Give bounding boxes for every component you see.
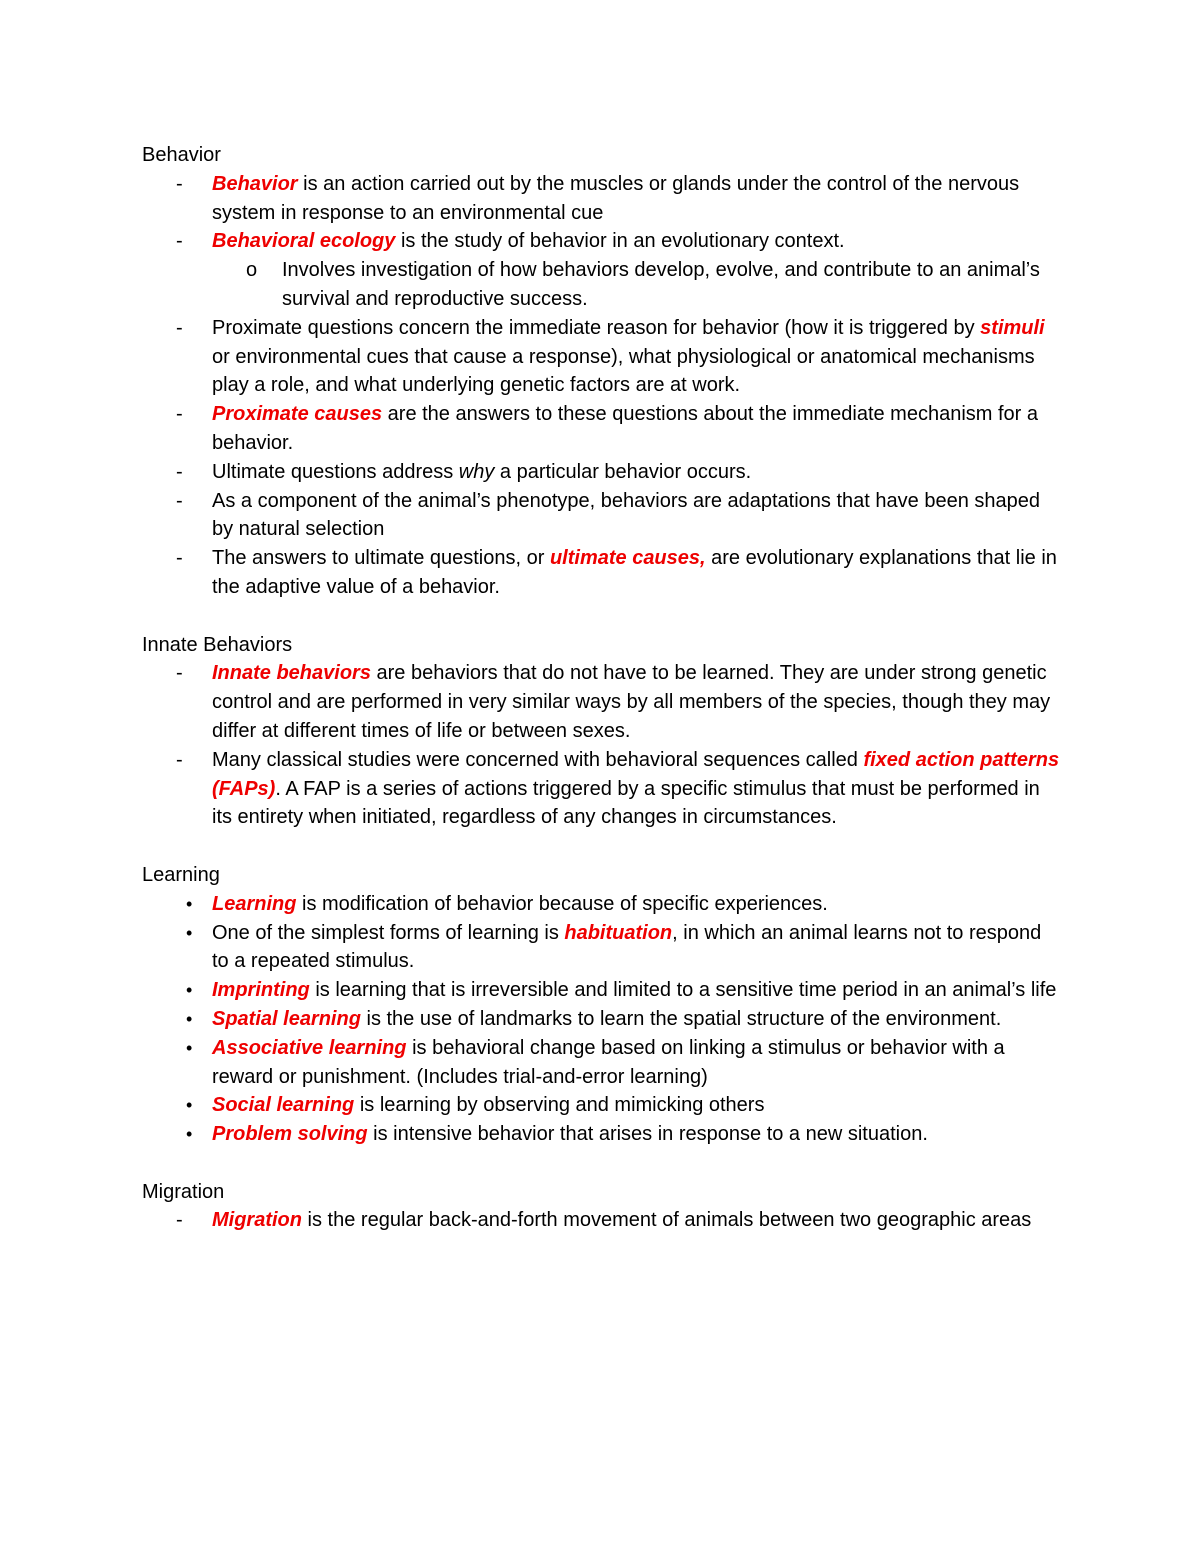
section-heading: Innate Behaviors [142, 633, 293, 656]
bullet-marker: • [186, 893, 193, 914]
dash-marker: - [176, 403, 183, 426]
key-term: Innate behaviors [212, 662, 371, 685]
bullet-list [142, 890, 1062, 1149]
key-term: ultimate causes, [549, 547, 706, 570]
item-text: or environmental cues that cause a response), what physiological or anatomical mechanisms play a role, and what underlying genetic factors are at work. [212, 345, 1035, 397]
item-text: One of the simplest forms of learning is [212, 921, 565, 944]
item-text: , in which an animal learns not to respond to a repeated stimulus. [212, 921, 1042, 973]
definition-text: is learning by observing and mimicking others [354, 1094, 765, 1117]
definition-text: is behavioral change based on linking a stimulus or behavior with a reward or punishment. (Includes trial-and-error learning) [212, 1036, 1005, 1088]
list-item [142, 1034, 1062, 1092]
dash-marker: - [176, 460, 183, 483]
dash-marker: - [176, 172, 183, 195]
dash-marker: - [176, 662, 183, 685]
bullet-marker: • [186, 1095, 193, 1116]
list-item [142, 1120, 1062, 1149]
key-term: Problem solving [212, 1123, 368, 1146]
bullet-marker: • [186, 1124, 193, 1145]
dash-marker: - [176, 1209, 183, 1232]
key-term: Learning [212, 892, 297, 915]
item-text: Many classical studies were concerned with behavioral sequences called [212, 748, 864, 771]
dash-list [142, 170, 1062, 256]
dash-list [142, 659, 1062, 832]
definition-text: is the study of behavior in an evolutionary context. [395, 230, 845, 253]
definition-text: is the use of landmarks to learn the spatial structure of the environment. [360, 1007, 1002, 1030]
sub-item-text: Involves investigation of how behaviors develop, evolve, and contribute to an animal’s survival and reproductive success. [282, 259, 1040, 310]
dash-marker: - [176, 230, 183, 253]
list-item [142, 314, 1062, 400]
section-behavior [142, 141, 1062, 602]
bullet-marker: • [186, 1037, 193, 1058]
definition-text: is intensive behavior that arises in response to a new situation. [367, 1123, 928, 1146]
key-term: Associative learning [212, 1036, 407, 1059]
list-item [142, 976, 1062, 1005]
section-learning [142, 861, 1062, 1149]
item-text: are evolutionary explanations that lie in the adaptive value of a behavior. [212, 547, 1057, 598]
item-text: a particular behavior occurs. [494, 460, 752, 483]
definition-text: is an action carried out by the muscles or glands under the control of the nervous system in response to an environmental cue [212, 172, 1020, 224]
dash-marker: - [176, 748, 183, 771]
list-item [142, 659, 1062, 745]
list-item [142, 746, 1062, 832]
key-term: Social learning [212, 1094, 355, 1117]
document-body [142, 141, 1062, 1235]
definition-text: is modification of behavior because of specific experiences. [296, 892, 828, 915]
dash-marker: - [176, 489, 183, 512]
list-item [142, 919, 1062, 977]
section-heading: Learning [142, 863, 220, 886]
list-item [142, 1005, 1062, 1034]
definition-text: is the regular back-and-forth movement of animals between two geographic areas [302, 1209, 1032, 1232]
emphasis-text: why [458, 460, 495, 483]
list-item [142, 227, 1062, 256]
key-term: Behavior [212, 172, 298, 195]
bullet-marker: • [186, 980, 193, 1001]
list-item [142, 1206, 1062, 1235]
key-term: stimuli [980, 316, 1045, 339]
definition-text: are behaviors that do not have to be learned. They are under strong genetic control and are performed in very similar ways by all members of the species, though they may differ at different times of life or between sexes. [212, 662, 1051, 742]
circle-marker: o [246, 259, 258, 282]
list-item [142, 890, 1062, 919]
item-text: . A FAP is a series of actions triggered by a specific stimulus that must be performed in its entirety when initiated, regardless of any changes in circumstances. [212, 777, 1040, 829]
sub-list [142, 256, 1062, 314]
dash-marker: - [176, 316, 183, 339]
key-term: Behavioral ecology [212, 230, 396, 253]
list-item [142, 544, 1062, 602]
list-item [142, 400, 1062, 458]
item-text: Ultimate questions address [212, 460, 459, 483]
section-heading: Behavior [142, 144, 221, 166]
section-heading: Migration [142, 1180, 225, 1203]
key-term: habituation [564, 921, 673, 944]
key-term: Proximate causes [212, 403, 383, 426]
list-item [142, 487, 1062, 545]
key-term: Spatial learning [212, 1007, 361, 1030]
section-migration [142, 1178, 1062, 1236]
dash-list [142, 1206, 1062, 1235]
definition-text: are the answers to these questions about the immediate mechanism for a behavior. [212, 403, 1039, 454]
item-text: Proximate questions concern the immediate reason for behavior (how it is triggered by [212, 316, 981, 339]
list-item [142, 170, 1062, 228]
dash-list [142, 314, 1062, 602]
list-item [142, 1091, 1062, 1120]
bullet-marker: • [186, 1008, 193, 1029]
definition-text: is learning that is irreversible and limited to a sensitive time period in an animal’s life [309, 979, 1057, 1002]
sub-list-item [142, 256, 1062, 314]
key-term: Migration [212, 1209, 302, 1232]
bullet-marker: • [186, 922, 193, 943]
key-term: fixed action patterns (FAPs) [212, 748, 1060, 800]
item-text: The answers to ultimate questions, or [212, 547, 550, 570]
dash-marker: - [176, 547, 183, 570]
key-term: Imprinting [212, 979, 310, 1002]
list-item [142, 458, 1062, 487]
section-innate-behaviors [142, 631, 1062, 833]
item-text: As a component of the animal’s phenotype, behaviors are adaptations that have been shaped by natural selection [212, 489, 1040, 541]
